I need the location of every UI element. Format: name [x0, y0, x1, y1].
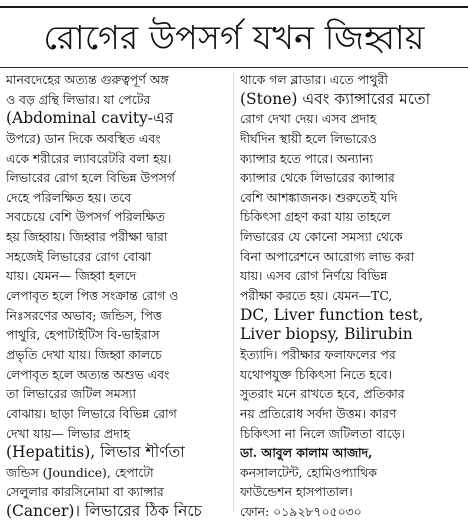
- article-text-line: সুতরাং মনে রাখতে হবে, প্রতিকার: [240, 386, 405, 402]
- article-text-line: পাথুরি, হেপাটাইটিস বি-ভাইরাস: [6, 327, 160, 343]
- article-left-column: [6, 70, 228, 522]
- article-text-line: সেলুলার কারসিনোমা বা ক্যান্সার: [6, 484, 164, 500]
- article-text-line: বেশি আশঙ্কাজনক। শুরুতেই যদি: [240, 189, 398, 205]
- article-text-line: লেপাবৃত হলে অত্যন্ত অশুভ এবং: [6, 366, 170, 382]
- article-text-line: দেহে পরিলক্ষিত হয়। তবে: [6, 189, 132, 205]
- article-text-line: চিকিৎসা গ্রহণ করা যায় তাহলে: [240, 209, 391, 225]
- article-text-line: ক্যান্সার থেকে লিভারের ক্যান্সার: [240, 170, 395, 186]
- article-text-line: কনসালটেন্ট, হোমিওপ্যাথিক: [240, 464, 377, 480]
- article-text-line: ক্যান্সার হতে পারে। অন্যান্য: [240, 150, 374, 166]
- article-text-line: জন্ডিস (Joundice), হেপাটো: [6, 464, 154, 480]
- article-text-line: সবচেয়ে বেশি উপসর্গ পরিলক্ষিত: [6, 209, 165, 225]
- top-rule: [0, 6, 468, 8]
- article-text-line: (Cancer)। লিভারের ঠিক নিচে: [6, 502, 202, 521]
- article-text-line: ইত্যাদি। পরীক্ষার ফলাফলের পর: [240, 346, 396, 362]
- article-text-line: দেখা যায়— লিভার প্রদাহ: [6, 425, 130, 441]
- article-text-line: চিকিৎসা না নিলে জটিলতা বাড়ে।: [240, 425, 405, 441]
- article-text-line: রোগ দেখা দেয়। এসব প্রদাহ: [240, 111, 377, 127]
- article-text-line: হয় জিহ্বায়। জিহ্বার পরীক্ষা দ্বারা: [6, 229, 168, 245]
- article-text-line: নিঃসরণের অভাব; জন্ডিস, পিত্ত: [6, 307, 162, 323]
- article-text-line: তা লিভারের জটিল সমস্যা: [6, 386, 136, 402]
- article-text-line: একে শরীরের ল্যাবরেটরি বলা হয়।: [6, 150, 172, 166]
- article-text-line: উপরে) ডান দিকে অবস্থিত এবং: [6, 130, 161, 146]
- article-text-line: ও বড় গ্রন্থি লিভার। যা পেটের: [6, 91, 151, 107]
- article-text-line: লিভারের যে কোনো সমস্যা থেকে: [240, 229, 403, 245]
- article-text-line: লিভারের রোগ হলে বিভিন্ন উপসর্গ: [6, 170, 175, 186]
- article-headline: রোগের উপসর্গ যখন জিহ্বায়: [43, 18, 425, 57]
- article-text-line: মানবদেহের অত্যন্ত গুরুত্বপূর্ণ অঙ্গ: [6, 72, 169, 87]
- article-text-line: Liver biopsy, Bilirubin: [240, 325, 413, 344]
- article-text-line: ফাউন্ডেশন হাসপাতাল।: [240, 484, 353, 500]
- column-divider: [233, 72, 234, 512]
- article-text-line: দীর্ঘদিন স্থায়ী হলে লিভারেও: [240, 130, 377, 146]
- article-text-line: যায়। এসব রোগ নির্ণয়ে বিভিন্ন: [240, 268, 388, 284]
- article-text-line: থাকে গল ব্লাডার। এতে পাথুরী: [240, 72, 388, 87]
- article-right-column: [240, 70, 462, 522]
- article-text-line: বিনা অপারেশনে আরোগ্য লাভ করা: [240, 248, 415, 264]
- article-text-line: যথোপযুক্ত চিকিৎসা নিতে হবে।: [240, 366, 393, 382]
- article-text-line: লেপাবৃত হলে পিত্ত সংক্রান্ত রোগ ও: [6, 288, 179, 304]
- article-text-line: নয় প্রতিরোধ সর্বদা উত্তম। কারণ: [240, 405, 397, 421]
- article-text-line: যায়। যেমন— জিহ্বা হলদে: [6, 268, 137, 284]
- article-text-line: (Hepatitis), লিভার শীর্ণতা: [6, 443, 185, 462]
- article-text-line: (Abdominal cavity-এর: [6, 109, 174, 128]
- article-text-line: ডা. আবুল কালাম আজাদ,: [240, 445, 373, 461]
- article-text-line: সহজেই লিভারের রোগ বোঝা: [6, 248, 152, 264]
- article-text-line: প্রভৃতি দেখা যায়। জিহ্বা কালচে: [6, 346, 162, 362]
- article-text-line: বোঝায়। ছাড়া লিভারে বিভিন্ন রোগ: [6, 405, 177, 421]
- article-text-line: (Stone) এবং ক্যান্সারের মতো: [240, 89, 431, 108]
- article-text-line: ফোন: ০১৯২৮৭০৫০৩০: [240, 504, 362, 520]
- article-text-line: DC, Liver function test,: [240, 305, 424, 324]
- article-text-line: পরীক্ষা করতে হয়। যেমন—TC,: [240, 288, 393, 304]
- headline-underline: [0, 67, 468, 68]
